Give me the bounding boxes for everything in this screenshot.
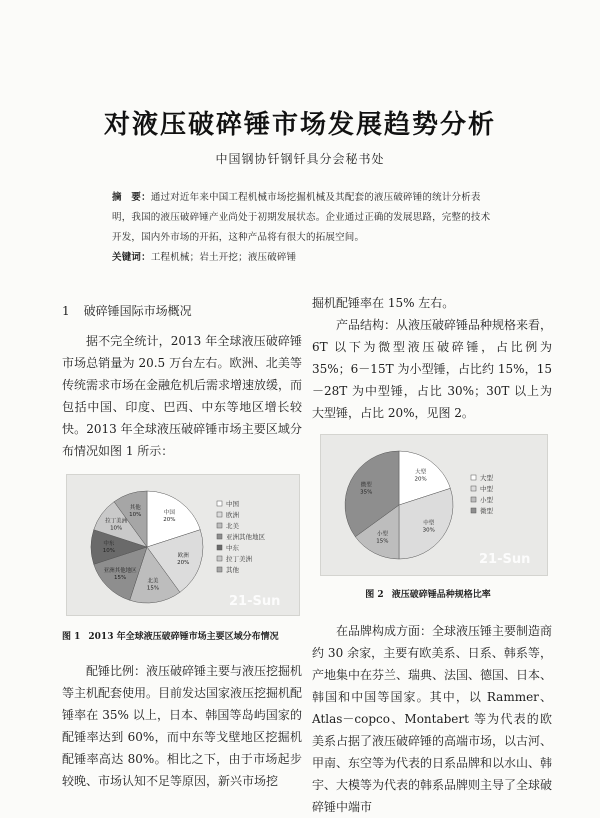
figure-2-number: 图 2	[365, 590, 384, 600]
figure-2-chart	[320, 434, 548, 576]
legend-swatch	[217, 501, 222, 506]
legend-label: 大型	[480, 474, 493, 482]
legend-label: 中国	[226, 500, 239, 508]
abstract-text: 通过对近年来中国工程机械市场挖掘机械及其配套的液压破碎锤的统计分析表明，我国的液压破碎锤产业尚处于初期发展状态。企业通过正确的发展思路，完整的技术开发，国内外市场的开拓，这种产品将有很大的拓展空间。	[112, 192, 491, 243]
figure-1-number: 图 1	[62, 632, 81, 642]
keywords-text: 工程机械；岩土开挖；液压破碎锤	[150, 252, 297, 263]
abstract	[112, 188, 496, 268]
slice-label: 欧洲 20%	[177, 552, 190, 566]
figure-2-caption	[312, 584, 552, 606]
legend-swatch	[471, 508, 476, 513]
pie-chart-sizes	[321, 435, 547, 575]
legend-label: 小型	[480, 496, 493, 504]
slice-label: 亚洲其他地区 15%	[103, 567, 137, 581]
slice-label: 拉丁美洲 10%	[105, 518, 128, 532]
slice-label: 中东 10%	[102, 541, 116, 554]
slice-label: 中型 30%	[422, 520, 435, 534]
figure-1-caption-text: 2013 年全球液压破碎锤市场主要区域分布情况	[88, 632, 279, 642]
paragraph-market-overview: 据不完全统计，2013 年全球液压破碎锤市场总销量为 20.5 万台左右。欧洲、北美等传统需求市场在金融危机后需求增速放缓，而包括中国、印度、巴西、中东等地区增长较快。2013 年全球液压破碎锤市场主要区域分布情况如图 1 所示：	[62, 334, 303, 458]
slice-label: 微型 35%	[360, 482, 373, 496]
legend-swatch	[217, 512, 222, 517]
paragraph-structure: 产品结构：从液压破碎锤品种规格来看，6T 以下为微型液压破碎锤，占比例为 35%；6－15T 为小型锤，占比约 15%，15－28T 为中型锤，占比 30%；30T 以上为大型锤，占比 20%，见图 2。	[312, 318, 553, 420]
left-column	[62, 300, 302, 792]
figure-1-caption	[62, 626, 302, 648]
slice-label: 大型 20%	[414, 469, 427, 483]
paragraph-brands: 在品牌构成方面：全球液压锤主要制造商约 30 余家，主要有欧美系、日系、韩系等，产地集中在芬兰、瑞典、法国、德国、日本、韩国和中国等国家。其中，以 Rammer、Atlas－copco、Montabert 等为代表的欧美系占据了液压破碎锤的高端市场，以古河、甲南、东空等为代表的日系品牌和以水山、韩宇、大模等为代表的韩系品牌则主导了全球破碎锤中端市	[312, 624, 553, 814]
section-heading	[62, 300, 302, 322]
legend-swatch	[217, 567, 222, 572]
page-title: 对液压破碎锤市场发展趋势分析	[103, 110, 496, 140]
author-line: 中国钢协钎钢钎具分会秘书处	[215, 152, 385, 166]
figure-2-caption-text: 液压破碎锤品种规格比率	[391, 590, 491, 600]
legend-label: 微型	[480, 507, 493, 515]
legend-swatch	[471, 475, 476, 480]
legend-label: 欧洲	[226, 511, 239, 519]
legend-swatch	[471, 497, 476, 502]
legend-swatch	[217, 523, 222, 528]
slice-label: 北美 15%	[146, 578, 160, 592]
keywords-label: 关键词：	[112, 252, 151, 263]
right-column	[312, 292, 552, 818]
paragraph-continuation: 掘机配锤率在 15% 左右。	[312, 296, 455, 310]
figure-1-chart	[66, 474, 300, 616]
legend-swatch	[217, 556, 222, 561]
slice-label: 其他 10%	[129, 504, 142, 518]
slice-label: 小型 15%	[376, 531, 389, 545]
legend-label: 其他	[226, 566, 239, 574]
legend-label: 拉丁美洲	[226, 555, 252, 563]
paragraph-ratio: 配锤比例：液压破碎锤主要与液压挖掘机等主机配套使用。目前发达国家液压挖掘机配锤率在 35% 以上，日本、韩国等岛屿国家的配锤率达到 60%，而中东等戈壁地区挖掘机配锤率高达 80%。相比之下，由于市场起步较晚、市场认知不足等原因，新兴市场挖	[62, 664, 303, 788]
pie-chart-regions	[67, 475, 299, 615]
watermark: 21-Sun	[479, 552, 531, 567]
legend-swatch	[217, 545, 222, 550]
legend-label: 中东	[226, 544, 239, 552]
legend-label: 亚洲其他地区	[226, 533, 265, 541]
slice-label: 中国 20%	[163, 510, 176, 524]
section-number: 1	[62, 304, 70, 318]
keywords	[112, 248, 496, 268]
section-title: 破碎锤国际市场概况	[83, 304, 192, 318]
legend-label: 北美	[226, 522, 239, 530]
watermark: 21-Sun	[229, 594, 281, 609]
legend-swatch	[471, 486, 476, 491]
abstract-label: 摘 要：	[112, 192, 151, 203]
legend-swatch	[217, 534, 222, 539]
legend-label: 中型	[480, 485, 493, 493]
